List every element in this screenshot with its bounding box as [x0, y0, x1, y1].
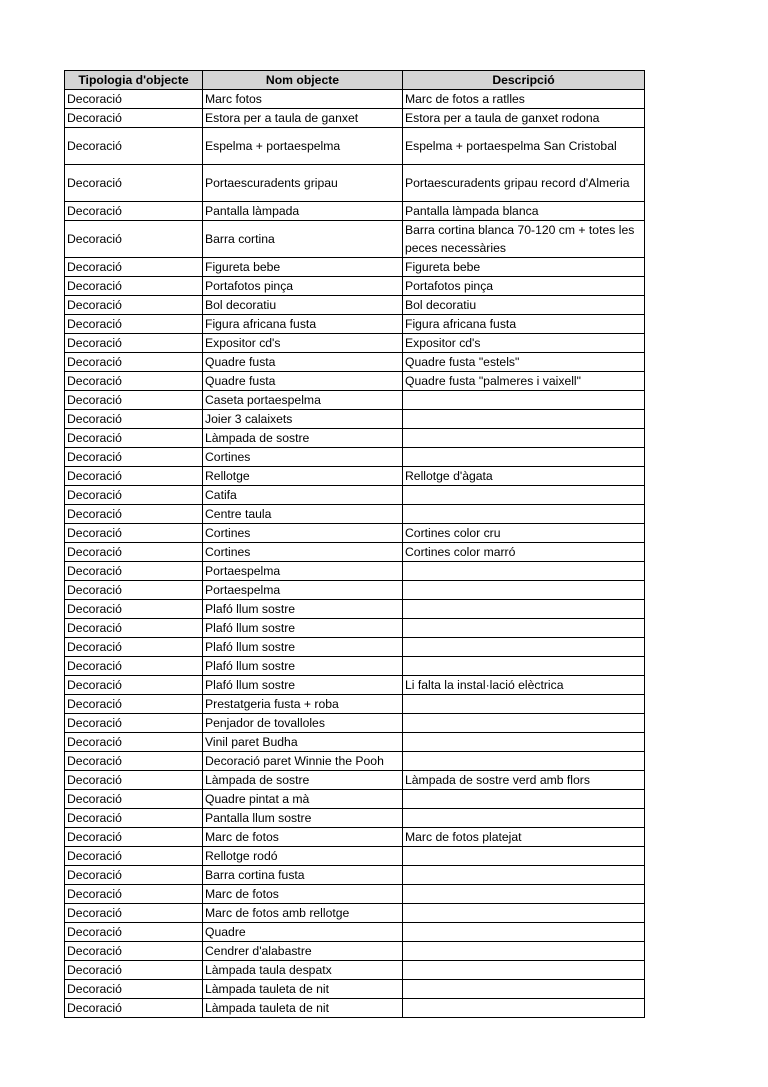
- cell-descripcio: Estora per a taula de ganxet rodona: [403, 109, 645, 128]
- cell-nom-objecte: Làmpada tauleta de nit: [203, 999, 403, 1018]
- cell-tipologia: Decoració: [65, 410, 203, 429]
- table-row: [65, 980, 645, 999]
- table-row: [65, 904, 645, 923]
- cell-tipologia: Decoració: [65, 165, 203, 202]
- cell-nom-objecte: Làmpada de sostre: [203, 429, 403, 448]
- cell-tipologia: Decoració: [65, 429, 203, 448]
- cell-nom-objecte: Bol decoratiu: [203, 296, 403, 315]
- table-row: [65, 410, 645, 429]
- table-row: [65, 429, 645, 448]
- cell-descripcio: Barra cortina blanca 70-120 cm + totes les peces necessàries: [403, 221, 645, 258]
- table-row: [65, 923, 645, 942]
- cell-descripcio: [403, 999, 645, 1018]
- table-row: [65, 505, 645, 524]
- table-row: [65, 942, 645, 961]
- cell-nom-objecte: Espelma + portaespelma: [203, 128, 403, 165]
- cell-tipologia: Decoració: [65, 109, 203, 128]
- table-row: [65, 543, 645, 562]
- cell-nom-objecte: Cortines: [203, 448, 403, 467]
- cell-nom-objecte: Catifa: [203, 486, 403, 505]
- cell-tipologia: Decoració: [65, 828, 203, 847]
- cell-nom-objecte: Rellotge rodó: [203, 847, 403, 866]
- table-row: [65, 790, 645, 809]
- table-row: [65, 202, 645, 221]
- cell-nom-objecte: Centre taula: [203, 505, 403, 524]
- header-descripcio: Descripció: [403, 71, 645, 90]
- cell-nom-objecte: Cortines: [203, 524, 403, 543]
- table-row: [65, 258, 645, 277]
- cell-nom-objecte: Pantalla làmpada: [203, 202, 403, 221]
- cell-tipologia: Decoració: [65, 676, 203, 695]
- cell-descripcio: Figureta bebe: [403, 258, 645, 277]
- table-row: [65, 657, 645, 676]
- table-row: [65, 562, 645, 581]
- cell-descripcio: [403, 657, 645, 676]
- cell-nom-objecte: Figura africana fusta: [203, 315, 403, 334]
- table-row: [65, 467, 645, 486]
- table-row: [65, 128, 645, 165]
- cell-descripcio: [403, 961, 645, 980]
- table-row: [65, 296, 645, 315]
- cell-nom-objecte: Plafó llum sostre: [203, 600, 403, 619]
- cell-nom-objecte: Plafó llum sostre: [203, 657, 403, 676]
- cell-tipologia: Decoració: [65, 467, 203, 486]
- cell-descripcio: [403, 600, 645, 619]
- cell-descripcio: [403, 809, 645, 828]
- cell-tipologia: Decoració: [65, 128, 203, 165]
- cell-tipologia: Decoració: [65, 733, 203, 752]
- cell-descripcio: [403, 942, 645, 961]
- cell-tipologia: Decoració: [65, 486, 203, 505]
- cell-nom-objecte: Barra cortina fusta: [203, 866, 403, 885]
- table-row: [65, 600, 645, 619]
- cell-nom-objecte: Portaespelma: [203, 581, 403, 600]
- cell-nom-objecte: Marc de fotos amb rellotge: [203, 904, 403, 923]
- table-row: [65, 771, 645, 790]
- table-row: [65, 109, 645, 128]
- cell-nom-objecte: Caseta portaespelma: [203, 391, 403, 410]
- cell-tipologia: Decoració: [65, 581, 203, 600]
- cell-tipologia: Decoració: [65, 999, 203, 1018]
- cell-tipologia: Decoració: [65, 391, 203, 410]
- cell-descripcio: [403, 429, 645, 448]
- table-row: [65, 961, 645, 980]
- cell-tipologia: Decoració: [65, 638, 203, 657]
- cell-tipologia: Decoració: [65, 904, 203, 923]
- cell-nom-objecte: Portafotos pinça: [203, 277, 403, 296]
- cell-tipologia: Decoració: [65, 885, 203, 904]
- table-body: [65, 90, 645, 1018]
- table-row: [65, 695, 645, 714]
- cell-tipologia: Decoració: [65, 790, 203, 809]
- cell-descripcio: [403, 885, 645, 904]
- header-tipologia: Tipologia d'objecte: [65, 71, 203, 90]
- cell-descripcio: [403, 448, 645, 467]
- cell-nom-objecte: Làmpada taula despatx: [203, 961, 403, 980]
- cell-tipologia: Decoració: [65, 90, 203, 109]
- cell-descripcio: Rellotge d'àgata: [403, 467, 645, 486]
- header-nom-objecte: Nom objecte: [203, 71, 403, 90]
- cell-tipologia: Decoració: [65, 524, 203, 543]
- cell-tipologia: Decoració: [65, 562, 203, 581]
- cell-descripcio: Li falta la instal·lació elèctrica: [403, 676, 645, 695]
- cell-nom-objecte: Estora per a taula de ganxet: [203, 109, 403, 128]
- cell-nom-objecte: Barra cortina: [203, 221, 403, 258]
- table-header: [65, 71, 645, 90]
- cell-descripcio: [403, 505, 645, 524]
- cell-nom-objecte: Portaespelma: [203, 562, 403, 581]
- cell-tipologia: Decoració: [65, 334, 203, 353]
- table-row: [65, 676, 645, 695]
- cell-nom-objecte: Marc de fotos: [203, 828, 403, 847]
- cell-tipologia: Decoració: [65, 695, 203, 714]
- cell-descripcio: Cortines color cru: [403, 524, 645, 543]
- cell-descripcio: Marc de fotos a ratlles: [403, 90, 645, 109]
- cell-tipologia: Decoració: [65, 619, 203, 638]
- cell-descripcio: [403, 581, 645, 600]
- cell-descripcio: Pantalla làmpada blanca: [403, 202, 645, 221]
- cell-descripcio: [403, 866, 645, 885]
- cell-descripcio: Quadre fusta "estels": [403, 353, 645, 372]
- cell-nom-objecte: Pantalla llum sostre: [203, 809, 403, 828]
- cell-tipologia: Decoració: [65, 221, 203, 258]
- cell-tipologia: Decoració: [65, 202, 203, 221]
- cell-descripcio: [403, 410, 645, 429]
- cell-descripcio: Portaescuradents gripau record d'Almeria: [403, 165, 645, 202]
- cell-nom-objecte: Cendrer d'alabastre: [203, 942, 403, 961]
- table-row: [65, 391, 645, 410]
- cell-nom-objecte: Quadre pintat a mà: [203, 790, 403, 809]
- table-row: [65, 847, 645, 866]
- cell-tipologia: Decoració: [65, 372, 203, 391]
- cell-tipologia: Decoració: [65, 980, 203, 999]
- cell-descripcio: [403, 847, 645, 866]
- table-row: [65, 372, 645, 391]
- table-row: [65, 809, 645, 828]
- cell-nom-objecte: Vinil paret Budha: [203, 733, 403, 752]
- cell-nom-objecte: Rellotge: [203, 467, 403, 486]
- cell-descripcio: [403, 695, 645, 714]
- table-row: [65, 619, 645, 638]
- cell-descripcio: [403, 619, 645, 638]
- cell-nom-objecte: Marc de fotos: [203, 885, 403, 904]
- cell-nom-objecte: Marc fotos: [203, 90, 403, 109]
- table-row: [65, 315, 645, 334]
- cell-descripcio: [403, 733, 645, 752]
- table-row: [65, 581, 645, 600]
- cell-tipologia: Decoració: [65, 505, 203, 524]
- cell-tipologia: Decoració: [65, 847, 203, 866]
- table-row: [65, 90, 645, 109]
- table-row: [65, 221, 645, 258]
- cell-tipologia: Decoració: [65, 600, 203, 619]
- cell-nom-objecte: Làmpada tauleta de nit: [203, 980, 403, 999]
- cell-descripcio: Làmpada de sostre verd amb flors: [403, 771, 645, 790]
- cell-tipologia: Decoració: [65, 809, 203, 828]
- cell-tipologia: Decoració: [65, 961, 203, 980]
- cell-nom-objecte: Expositor cd's: [203, 334, 403, 353]
- cell-nom-objecte: Quadre: [203, 923, 403, 942]
- cell-tipologia: Decoració: [65, 296, 203, 315]
- table-row: [65, 165, 645, 202]
- table-row: [65, 885, 645, 904]
- cell-nom-objecte: Plafó llum sostre: [203, 638, 403, 657]
- table-row: [65, 524, 645, 543]
- cell-descripcio: [403, 562, 645, 581]
- table-row: [65, 638, 645, 657]
- cell-nom-objecte: Portaescuradents gripau: [203, 165, 403, 202]
- cell-nom-objecte: Cortines: [203, 543, 403, 562]
- cell-nom-objecte: Joier 3 calaixets: [203, 410, 403, 429]
- cell-nom-objecte: Prestatgeria fusta + roba: [203, 695, 403, 714]
- cell-tipologia: Decoració: [65, 277, 203, 296]
- cell-tipologia: Decoració: [65, 771, 203, 790]
- inventory-table: [64, 70, 645, 1018]
- cell-tipologia: Decoració: [65, 315, 203, 334]
- cell-nom-objecte: Quadre fusta: [203, 372, 403, 391]
- cell-descripcio: Marc de fotos platejat: [403, 828, 645, 847]
- cell-descripcio: [403, 904, 645, 923]
- cell-nom-objecte: Quadre fusta: [203, 353, 403, 372]
- cell-tipologia: Decoració: [65, 657, 203, 676]
- cell-nom-objecte: Plafó llum sostre: [203, 619, 403, 638]
- cell-descripcio: Portafotos pinça: [403, 277, 645, 296]
- cell-descripcio: [403, 752, 645, 771]
- cell-descripcio: Figura africana fusta: [403, 315, 645, 334]
- cell-descripcio: Cortines color marró: [403, 543, 645, 562]
- table-row: [65, 334, 645, 353]
- header-row: [65, 71, 645, 90]
- table-row: [65, 448, 645, 467]
- table-row: [65, 277, 645, 296]
- cell-descripcio: Espelma + portaespelma San Cristobal: [403, 128, 645, 165]
- table-row: [65, 733, 645, 752]
- cell-tipologia: Decoració: [65, 258, 203, 277]
- cell-descripcio: Bol decoratiu: [403, 296, 645, 315]
- table-row: [65, 999, 645, 1018]
- cell-nom-objecte: Penjador de tovalloles: [203, 714, 403, 733]
- cell-tipologia: Decoració: [65, 543, 203, 562]
- cell-tipologia: Decoració: [65, 752, 203, 771]
- cell-tipologia: Decoració: [65, 448, 203, 467]
- table-row: [65, 353, 645, 372]
- cell-nom-objecte: Decoració paret Winnie the Pooh: [203, 752, 403, 771]
- cell-descripcio: Quadre fusta "palmeres i vaixell": [403, 372, 645, 391]
- table-row: [65, 828, 645, 847]
- cell-descripcio: [403, 980, 645, 999]
- table-row: [65, 714, 645, 733]
- cell-tipologia: Decoració: [65, 923, 203, 942]
- cell-tipologia: Decoració: [65, 866, 203, 885]
- cell-nom-objecte: Làmpada de sostre: [203, 771, 403, 790]
- cell-tipologia: Decoració: [65, 353, 203, 372]
- cell-descripcio: Expositor cd's: [403, 334, 645, 353]
- table-row: [65, 752, 645, 771]
- cell-tipologia: Decoració: [65, 714, 203, 733]
- cell-descripcio: [403, 790, 645, 809]
- cell-descripcio: [403, 391, 645, 410]
- cell-descripcio: [403, 923, 645, 942]
- cell-tipologia: Decoració: [65, 942, 203, 961]
- table-row: [65, 866, 645, 885]
- cell-descripcio: [403, 714, 645, 733]
- cell-descripcio: [403, 638, 645, 657]
- cell-descripcio: [403, 486, 645, 505]
- cell-nom-objecte: Plafó llum sostre: [203, 676, 403, 695]
- table-row: [65, 486, 645, 505]
- cell-nom-objecte: Figureta bebe: [203, 258, 403, 277]
